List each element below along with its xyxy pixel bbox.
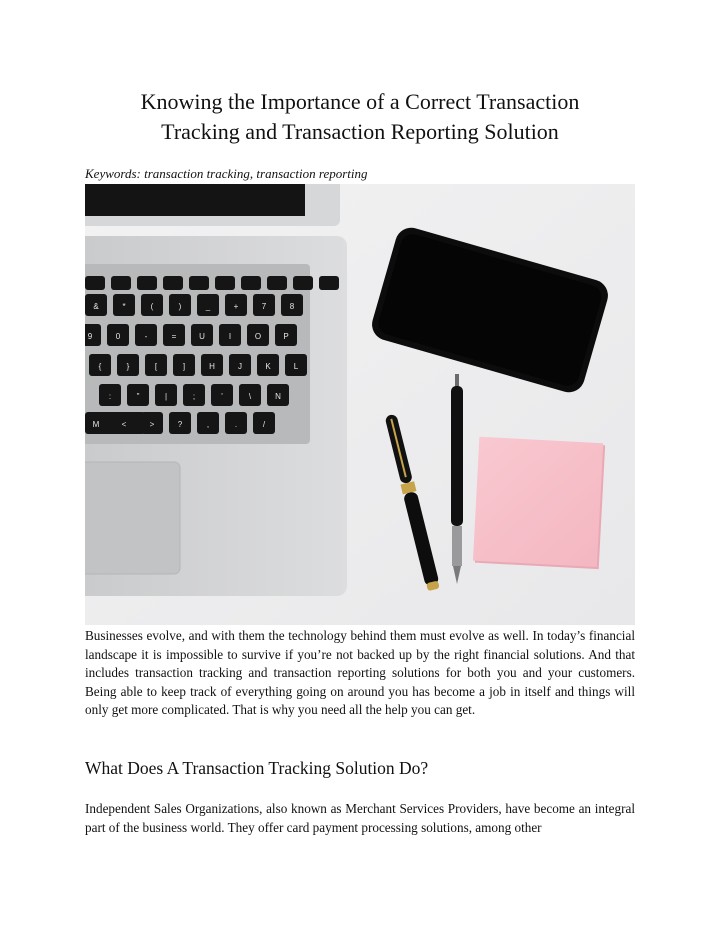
keyboard-key bbox=[215, 276, 235, 290]
keyboard-key bbox=[85, 276, 105, 290]
keyboard-key-label: N bbox=[275, 392, 281, 401]
keyboard-key-label: , bbox=[206, 420, 210, 429]
keyboard-key-label: < bbox=[121, 420, 127, 429]
document-title bbox=[60, 87, 660, 147]
keyboard-key-label: [ bbox=[154, 362, 158, 371]
keyboard-key-label: ? bbox=[177, 420, 183, 429]
keyboard-key-label: + bbox=[233, 302, 239, 311]
keyboard-key bbox=[293, 276, 313, 290]
keyboard-key-label: L bbox=[293, 362, 299, 371]
keyboard-key bbox=[319, 276, 339, 290]
keyboard-key-label: H bbox=[209, 362, 215, 371]
keyboard-key-label: : bbox=[108, 392, 112, 401]
keyboard-key-label: } bbox=[126, 362, 130, 371]
keyboard-key-label: = bbox=[171, 332, 177, 341]
keyboard-key-label: * bbox=[122, 302, 126, 311]
mechanical-pencil bbox=[451, 374, 463, 584]
keyboard-key-label: M bbox=[92, 420, 100, 429]
keyboard-key-label: ; bbox=[192, 392, 196, 401]
keyboard-key-label: I bbox=[228, 332, 232, 341]
keyboard-key-label: . bbox=[234, 420, 238, 429]
keyboard-key-label: & bbox=[93, 302, 99, 311]
keyboard-key bbox=[163, 276, 183, 290]
keyboard-key bbox=[241, 276, 261, 290]
keyboard-key-label: 8 bbox=[289, 302, 295, 311]
keyboard-key-label: K bbox=[265, 362, 271, 371]
keyboard-key-label: \ bbox=[248, 392, 252, 401]
laptop-phone-pens-photo bbox=[85, 184, 635, 625]
keyboard-key-label: > bbox=[149, 420, 155, 429]
keyboard-key-label: / bbox=[262, 420, 266, 429]
laptop-screen bbox=[85, 184, 340, 226]
keyboard-key-label: J bbox=[238, 362, 242, 371]
keyboard-key bbox=[267, 276, 287, 290]
intro-paragraph: Businesses evolve, and with them the technology behind them must evolve as well. In today’s financial landscape it is impossible to survive if you’re not backed up by the right financial solutions. And that includes transaction tracking and transaction reporting solutions for both you and your customers. Being able to keep track of everything going on around you has become a job in itself and things will only get more complicated. That is why you need all the help you can get. bbox=[85, 628, 635, 718]
keyboard-key-label: ) bbox=[178, 302, 182, 311]
title-line-1: Knowing the Importance of a Correct Transaction bbox=[140, 89, 580, 114]
title-line-2: Tracking and Transaction Reporting Solution bbox=[161, 119, 559, 144]
keyboard-key-label: - bbox=[144, 332, 148, 341]
keyboard-key bbox=[189, 276, 209, 290]
section-paragraph: Independent Sales Organizations, also known as Merchant Services Providers, have become an integral part of the business world. They offer card payment processing solutions, among other bbox=[85, 801, 635, 835]
keyboard-key-label: P bbox=[283, 332, 289, 341]
keyboard-key-label: ( bbox=[150, 302, 154, 311]
keyboard-key bbox=[137, 276, 157, 290]
keyboard-key-label: 9 bbox=[87, 332, 93, 341]
keyboard-key bbox=[111, 276, 131, 290]
keyboard-key-label: U bbox=[199, 332, 205, 341]
section-heading: What Does A Transaction Tracking Solution Do? bbox=[85, 758, 429, 778]
keywords-line: Keywords: transaction tracking, transaction reporting bbox=[85, 166, 368, 181]
keyboard-key-label: ' bbox=[221, 392, 223, 401]
keyboard-key-label: ] bbox=[182, 362, 186, 371]
keyboard-key-label: { bbox=[98, 362, 102, 371]
keyboard-key-label: 0 bbox=[115, 332, 121, 341]
keyboard-key-label: O bbox=[254, 332, 262, 341]
keyboard-key-label: " bbox=[136, 392, 140, 401]
keyboard-key-label: | bbox=[164, 392, 168, 401]
keyboard-key-label: _ bbox=[205, 302, 211, 311]
pink-sticky-notes bbox=[473, 437, 605, 569]
trackpad bbox=[85, 462, 180, 574]
keyboard-key-label: 7 bbox=[261, 302, 267, 311]
